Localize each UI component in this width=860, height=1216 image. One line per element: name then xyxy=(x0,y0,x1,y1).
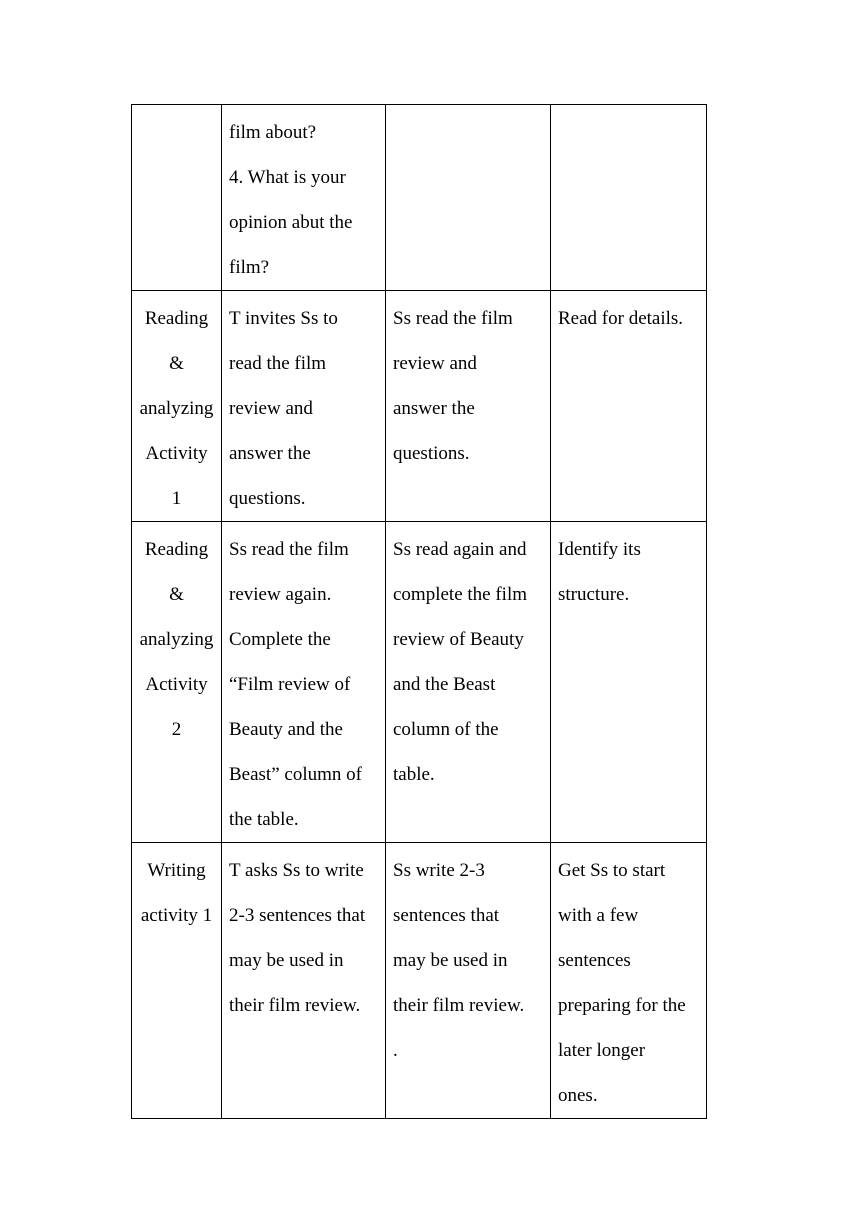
table-row xyxy=(132,291,707,522)
student-activity-cell xyxy=(386,843,551,1119)
cell-line: their film review. xyxy=(393,995,525,1016)
cell-line: complete the film xyxy=(393,584,528,605)
teacher-activity-cell xyxy=(222,291,386,522)
cell-line: answer the xyxy=(393,398,475,419)
cell-line: questions. xyxy=(393,443,470,464)
cell-line: later longer xyxy=(558,1040,646,1061)
cell-line: Identify its xyxy=(558,539,641,560)
purpose-cell xyxy=(551,843,707,1119)
cell-line: Beauty and the xyxy=(229,719,343,740)
cell-line: & xyxy=(169,353,184,374)
cell-line: Reading xyxy=(144,308,209,329)
cell-line: the table. xyxy=(229,809,299,830)
table-row xyxy=(132,105,707,291)
cell-line: T asks Ss to write xyxy=(229,860,364,881)
cell-line: read the film xyxy=(229,353,327,374)
cell-line: answer the xyxy=(229,443,311,464)
purpose-cell xyxy=(551,291,707,522)
cell-line: Read for details. xyxy=(558,308,684,329)
cell-line: 1 xyxy=(171,488,182,509)
cell-line: 2-3 sentences that xyxy=(229,905,366,926)
cell-line: review of Beauty xyxy=(393,629,524,650)
cell-line: Beast” column of xyxy=(229,764,362,785)
cell-line: T invites Ss to xyxy=(229,308,338,329)
cell-line: and the Beast xyxy=(393,674,496,695)
cell-line: analyzing xyxy=(139,398,214,419)
cell-line: . xyxy=(393,1040,398,1061)
cell-line: table. xyxy=(393,764,435,785)
cell-line: column of the xyxy=(393,719,499,740)
stage-cell xyxy=(132,291,222,522)
student-activity-cell xyxy=(386,291,551,522)
table-row xyxy=(132,522,707,843)
cell-line: their film review. xyxy=(229,995,361,1016)
cell-line: Ss write 2-3 xyxy=(393,860,485,881)
cell-line: 2 xyxy=(171,719,182,740)
cell-line: Activity xyxy=(145,674,208,695)
cell-line: may be used in xyxy=(229,950,344,971)
cell-line: review again. xyxy=(229,584,332,605)
lesson-plan-table xyxy=(131,104,707,1119)
cell-line: opinion abut the xyxy=(229,212,353,233)
teacher-activity-cell xyxy=(222,843,386,1119)
cell-line: review and xyxy=(229,398,313,419)
cell-line: ones. xyxy=(558,1085,598,1106)
teacher-activity-cell xyxy=(222,105,386,291)
cell-line: Get Ss to start xyxy=(558,860,666,881)
cell-line: Activity xyxy=(145,443,208,464)
cell-line: Ss read the film xyxy=(229,539,349,560)
cell-line: 4. What is your xyxy=(229,167,346,188)
table-row xyxy=(132,843,707,1119)
cell-line: may be used in xyxy=(393,950,508,971)
cell-line: & xyxy=(169,584,184,605)
cell-line: Reading xyxy=(144,539,209,560)
stage-cell xyxy=(132,522,222,843)
student-activity-cell xyxy=(386,105,551,291)
teacher-activity-cell xyxy=(222,522,386,843)
cell-line: Complete the xyxy=(229,629,331,650)
cell-line: analyzing xyxy=(139,629,214,650)
cell-line: “Film review of xyxy=(229,674,351,695)
cell-line: Ss read again and xyxy=(393,539,527,560)
cell-line: Ss read the film xyxy=(393,308,513,329)
stage-cell xyxy=(132,105,222,291)
cell-line: sentences xyxy=(558,950,631,971)
cell-line: review and xyxy=(393,353,477,374)
cell-line: film? xyxy=(229,257,270,278)
cell-line: structure. xyxy=(558,584,630,605)
cell-line: Writing xyxy=(147,860,206,881)
cell-line: questions. xyxy=(229,488,306,509)
purpose-cell xyxy=(551,105,707,291)
cell-line: with a few xyxy=(558,905,639,926)
cell-line: activity 1 xyxy=(140,905,213,926)
purpose-cell xyxy=(551,522,707,843)
cell-line: film about? xyxy=(229,122,317,143)
cell-line: sentences that xyxy=(393,905,500,926)
stage-cell xyxy=(132,843,222,1119)
student-activity-cell xyxy=(386,522,551,843)
cell-line: preparing for the xyxy=(558,995,686,1016)
